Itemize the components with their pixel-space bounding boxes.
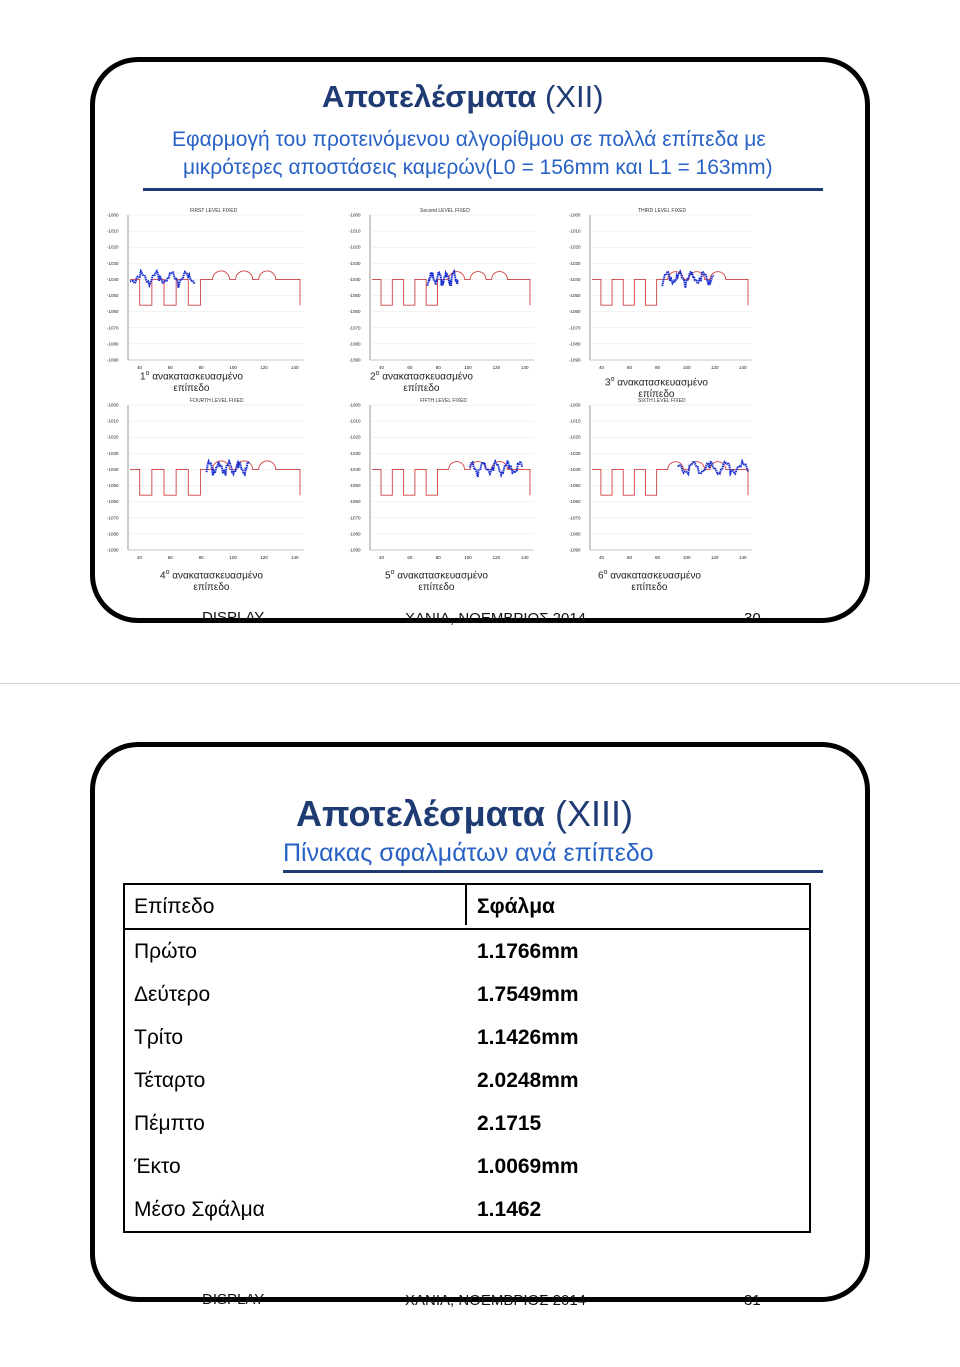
y-tick-label: -1090 — [107, 547, 119, 553]
reference-profile-line — [372, 462, 530, 496]
error-cell: 1.1426mm — [477, 1025, 579, 1049]
level-cell: Πέμπτο — [134, 1111, 205, 1135]
reconstructed-points — [207, 461, 250, 475]
plot-title: FOURTH LEVEL FIXED — [190, 398, 244, 404]
page-divider — [0, 683, 960, 684]
y-tick-label: -1090 — [569, 357, 581, 363]
level-cell: Έκτο — [134, 1154, 181, 1178]
y-tick-label: -1010 — [349, 418, 361, 424]
y-tick-label: -1060 — [569, 309, 581, 315]
x-tick-label: 80 — [198, 365, 204, 370]
x-tick-label: 140 — [521, 555, 529, 560]
error-cell: 1.1766mm — [477, 939, 579, 963]
plot-caption-5 — [385, 567, 488, 594]
plot-caption-4 — [160, 567, 263, 594]
x-tick-label: 80 — [435, 365, 441, 370]
error-cell: 1.0069mm — [477, 1154, 579, 1178]
plot-svg — [548, 395, 760, 565]
reconstruction-plot-3 — [548, 205, 760, 375]
table-row — [124, 1016, 810, 1059]
y-tick-label: -1060 — [107, 309, 119, 315]
page-number: 31 — [744, 1292, 761, 1309]
table-row — [124, 1188, 810, 1232]
y-tick-label: -1070 — [569, 515, 581, 521]
caption-number: 3 — [605, 377, 611, 389]
x-tick-label: 40 — [379, 365, 385, 370]
level-cell: Τρίτο — [134, 1025, 184, 1049]
y-tick-label: -1020 — [569, 244, 581, 250]
caption-line-2: επίπεδο — [403, 383, 440, 395]
x-tick-label: 40 — [137, 365, 143, 370]
slide-title-30 — [322, 78, 604, 116]
plot-title: THIRD LEVEL FIXED — [638, 208, 687, 214]
y-tick-label: -1000 — [349, 402, 361, 408]
y-tick-label: -1020 — [107, 244, 119, 250]
y-tick-label: -1000 — [107, 212, 119, 218]
error-cell: 1.7549mm — [477, 982, 579, 1006]
reference-profile-line — [130, 461, 300, 495]
subtitle-line-1: Εφαρμογή του προτεινόμενου αλγορίθμου σε πολλά επίπεδα με — [172, 128, 766, 151]
caption-ordinal: ο — [165, 569, 170, 576]
y-tick-label: -1070 — [107, 325, 119, 331]
table-row — [124, 973, 810, 1016]
plot-caption-2 — [370, 368, 473, 395]
error-cell: 1.1462 — [477, 1197, 542, 1221]
plot-title: SIXTH LEVEL FIXED — [638, 398, 686, 404]
plot-caption-1 — [140, 368, 243, 395]
y-tick-label: -1050 — [107, 483, 119, 489]
footer-date: ΧΑΝΙΑ, ΝΟΕΜΒΡΙΟΣ 2014 — [405, 610, 587, 627]
x-tick-label: 100 — [464, 555, 472, 560]
y-tick-label: -1010 — [107, 418, 119, 424]
y-tick-label: -1070 — [107, 515, 119, 521]
y-tick-label: -1080 — [107, 341, 119, 347]
header-level: Επίπεδο — [124, 884, 468, 929]
caption-number: 2 — [370, 371, 376, 383]
level-cell: Πρώτο — [134, 939, 197, 963]
y-tick-label: -1080 — [569, 341, 581, 347]
level-cell: Μέσο Σφάλμα — [134, 1197, 265, 1221]
x-tick-label: 120 — [711, 365, 719, 370]
y-tick-label: -1010 — [569, 228, 581, 234]
caption-ordinal: ο — [375, 370, 380, 377]
caption-line-2: επίπεδο — [631, 582, 668, 594]
x-tick-label: 140 — [291, 555, 299, 560]
y-tick-label: -1010 — [349, 228, 361, 234]
y-tick-label: -1040 — [349, 276, 361, 282]
footer-date: ΧΑΝΙΑ, ΝΟΕΜΒΡΙΟΣ 2014 — [405, 1292, 587, 1309]
caption-number: 5 — [385, 570, 391, 582]
title-bold: Αποτελέσματα — [322, 79, 537, 114]
level-cell: Τέταρτο — [134, 1068, 206, 1092]
level-cell: Δεύτερο — [134, 982, 211, 1006]
y-tick-label: -1080 — [107, 531, 119, 537]
caption-line-2: επίπεδο — [418, 582, 455, 594]
x-tick-label: 80 — [655, 555, 661, 560]
reconstructed-points — [427, 271, 459, 286]
x-tick-label: 60 — [627, 365, 633, 370]
x-tick-label: 80 — [435, 555, 441, 560]
y-tick-label: -1030 — [569, 450, 581, 456]
error-table — [123, 883, 811, 1233]
reconstruction-plot-5 — [330, 395, 542, 565]
caption-line-2: επίπεδο — [193, 582, 230, 594]
y-tick-label: -1050 — [349, 483, 361, 489]
plot-caption-6 — [598, 567, 701, 594]
y-tick-label: -1070 — [349, 515, 361, 521]
x-tick-label: 40 — [379, 555, 385, 560]
plot-svg — [100, 395, 312, 565]
y-tick-label: -1090 — [349, 357, 361, 363]
title-suffix: (XIII) — [544, 793, 633, 834]
x-tick-label: 120 — [492, 365, 501, 370]
caption-line-2: επίπεδο — [638, 389, 675, 401]
error-cell: 2.0248mm — [477, 1068, 579, 1092]
y-tick-label: -1020 — [349, 244, 361, 250]
y-tick-label: -1040 — [569, 276, 581, 282]
y-tick-label: -1080 — [349, 341, 361, 347]
table-subtitle: Πίνακας σφαλμάτων ανά επίπεδο — [283, 839, 654, 867]
y-tick-label: -1010 — [569, 418, 581, 424]
x-tick-label: 60 — [167, 555, 173, 560]
caption-word: ανακατασκευασμένο — [379, 371, 473, 383]
plot-title: Second LEVEL FIXED — [420, 208, 470, 214]
x-tick-label: 120 — [260, 555, 268, 560]
x-tick-label: 140 — [521, 365, 529, 370]
title-bold: Αποτελέσματα — [296, 793, 545, 834]
y-tick-label: -1040 — [349, 466, 361, 472]
x-tick-label: 40 — [599, 555, 605, 560]
caption-ordinal: ο — [390, 569, 395, 576]
reconstruction-plot-4 — [100, 395, 312, 565]
x-tick-label: 120 — [492, 555, 501, 560]
x-tick-label: 140 — [291, 365, 299, 370]
x-tick-label: 120 — [711, 555, 719, 560]
title-rule — [143, 188, 823, 191]
plot-title: FIFTH LEVEL FIXED — [420, 398, 468, 404]
error-cell: 2.1715 — [477, 1111, 542, 1135]
y-tick-label: -1060 — [349, 309, 361, 315]
x-tick-label: 100 — [464, 365, 472, 370]
subtitle-line-2: μικρότερες αποστάσεις καμερών(L0 = 156mm και L1 = 163mm) — [183, 156, 773, 179]
x-tick-label: 140 — [739, 555, 747, 560]
caption-word: ανακατασκευασμένο — [614, 377, 708, 389]
x-tick-label: 60 — [407, 555, 413, 560]
plot-svg — [330, 395, 542, 565]
table-row — [124, 1145, 810, 1188]
footer-display: DISPLAY — [202, 609, 265, 626]
caption-ordinal: ο — [603, 569, 608, 576]
title-suffix: (XII) — [536, 79, 604, 114]
reconstruction-plot-1 — [100, 205, 312, 375]
y-tick-label: -1060 — [569, 499, 581, 505]
footer-display: DISPLAY — [202, 1291, 265, 1308]
y-tick-label: -1030 — [107, 260, 119, 266]
caption-number: 1 — [140, 371, 146, 383]
plot-svg — [330, 205, 542, 375]
y-tick-label: -1030 — [569, 260, 581, 266]
reference-profile-line — [592, 462, 748, 496]
reconstruction-plot-2 — [330, 205, 542, 375]
y-tick-label: -1050 — [569, 293, 581, 299]
x-tick-label: 60 — [167, 365, 173, 370]
y-tick-label: -1050 — [107, 293, 119, 299]
slide-title-31 — [296, 792, 633, 836]
reconstruction-plot-6 — [548, 395, 760, 565]
y-tick-label: -1040 — [569, 466, 581, 472]
y-tick-label: -1010 — [107, 228, 119, 234]
x-tick-label: 40 — [599, 365, 605, 370]
y-tick-label: -1000 — [569, 402, 581, 408]
x-tick-label: 60 — [407, 365, 413, 370]
table-row — [124, 929, 810, 973]
caption-word: ανακατασκευασμένο — [607, 570, 701, 582]
plot-title: FIRST LEVEL FIXED — [190, 208, 238, 214]
plot-svg — [100, 205, 312, 375]
x-tick-label: 60 — [627, 555, 633, 560]
caption-word: ανακατασκευασμένο — [169, 570, 263, 582]
y-tick-label: -1090 — [569, 547, 581, 553]
y-tick-label: -1050 — [569, 483, 581, 489]
caption-number: 6 — [598, 570, 604, 582]
reference-profile-line — [130, 271, 300, 305]
page-number: 30 — [744, 610, 761, 627]
y-tick-label: -1030 — [107, 450, 119, 456]
header-column-divider — [465, 883, 467, 925]
plot-svg — [548, 205, 760, 375]
x-tick-label: 100 — [683, 365, 691, 370]
y-tick-label: -1060 — [349, 499, 361, 505]
x-tick-label: 120 — [260, 365, 268, 370]
header-error: Σφάλμα — [468, 884, 810, 929]
y-tick-label: -1020 — [569, 434, 581, 440]
y-tick-label: -1090 — [107, 357, 119, 363]
x-tick-label: 40 — [137, 555, 143, 560]
x-tick-label: 80 — [198, 555, 204, 560]
table-header-row — [124, 884, 810, 929]
caption-ordinal: ο — [145, 370, 150, 377]
y-tick-label: -1000 — [107, 402, 119, 408]
y-tick-label: -1060 — [107, 499, 119, 505]
x-tick-label: 100 — [229, 365, 237, 370]
x-tick-label: 100 — [683, 555, 691, 560]
y-tick-label: -1000 — [569, 212, 581, 218]
y-tick-label: -1050 — [349, 293, 361, 299]
y-tick-label: -1020 — [349, 434, 361, 440]
y-tick-label: -1080 — [349, 531, 361, 537]
x-tick-label: 100 — [229, 555, 237, 560]
y-tick-label: -1070 — [569, 325, 581, 331]
caption-word: ανακατασκευασμένο — [149, 371, 243, 383]
y-tick-label: -1070 — [349, 325, 361, 331]
x-tick-label: 140 — [739, 365, 747, 370]
caption-line-2: επίπεδο — [173, 383, 210, 395]
y-tick-label: -1030 — [349, 450, 361, 456]
y-tick-label: -1000 — [349, 212, 361, 218]
y-tick-label: -1030 — [349, 260, 361, 266]
y-tick-label: -1020 — [107, 434, 119, 440]
caption-number: 4 — [160, 570, 166, 582]
y-tick-label: -1090 — [349, 547, 361, 553]
y-tick-label: -1040 — [107, 466, 119, 472]
y-tick-label: -1080 — [569, 531, 581, 537]
table-row — [124, 1059, 810, 1102]
y-tick-label: -1040 — [107, 276, 119, 282]
title-rule — [283, 870, 823, 873]
caption-word: ανακατασκευασμένο — [394, 570, 488, 582]
table-row — [124, 1102, 810, 1145]
caption-ordinal: ο — [610, 376, 615, 383]
x-tick-label: 80 — [655, 365, 661, 370]
